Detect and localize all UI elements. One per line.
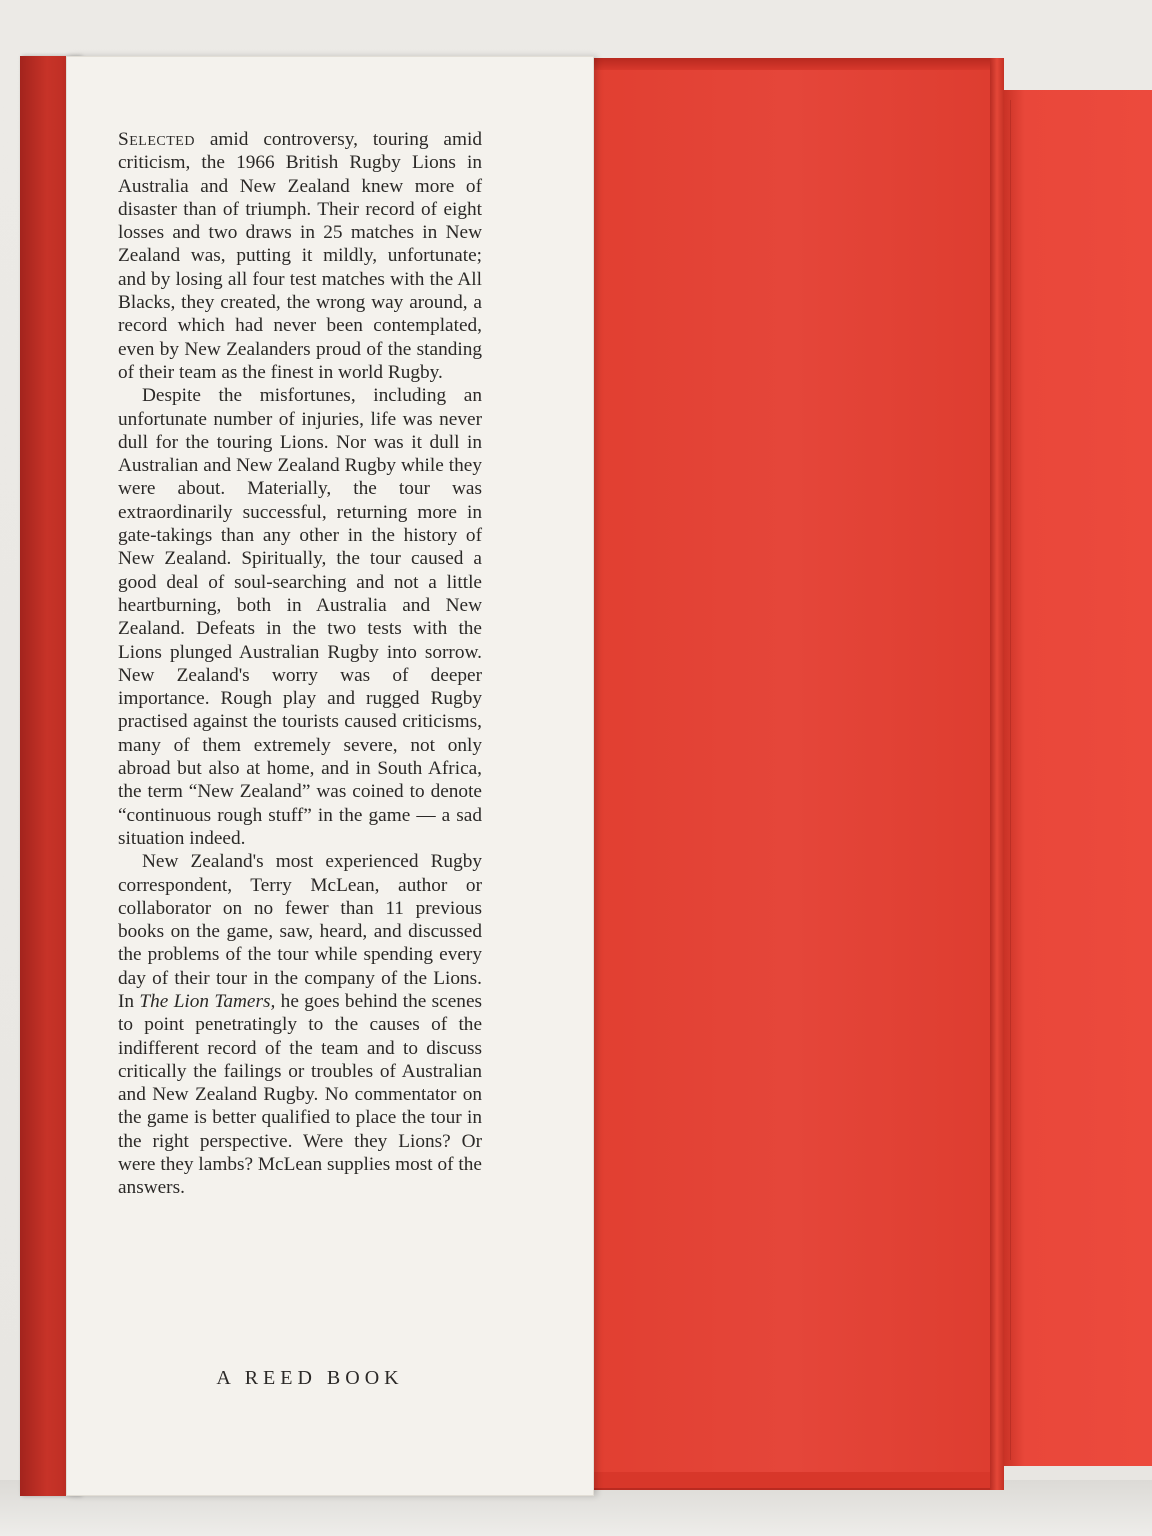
endpaper-fold: [1010, 100, 1152, 1460]
blurb-paragraph-3: New Zealand's most experienced Rugby correspondent, Terry McLean, author or collaborator on no fewer than 11 previous books on the game, saw, heard, and discussed the problems of the tour while spending every day of their tour in the company of the Lions. In The Lion Tamers, he goes behind the scenes to point penetratingly to the causes of the indifferent record of the team and to discuss critically the failings or troubles of Australian and New Zealand Rugby. No commentator on the game is better qualified to place the tour in the right perspective. Were they Lions? Or were they lambs? McLean supplies most of the answers.: [118, 851, 483, 1199]
blurb-text: [118, 128, 482, 1200]
red-endpaper: [588, 70, 990, 1472]
board-top-edge: [585, 58, 995, 70]
blurb-lead-word: Selected: [118, 129, 195, 150]
blurb-paragraph-2: Despite the misfortunes, including an unfortunate number of injuries, life was never dull for the touring Lions. Nor was it dull in Australian and New Zealand Rugby while they were about. Materially, the tour was extraordinarily successful, returning more in gate-takings than any other in the history of New Zealand. Spiritually, the tour caused a good deal of soul-searching and not a little heartburning, both in Australia and New Zealand. Defeats in the two tests with the Lions plunged Australian Rugby into sorrow. New Zealand's worry was of deeper importance. Rough play and rugged Rugby practised against the tourists caused criticisms, many of them extremely severe, not only abroad but also at home, and in South Africa, the term “New Zealand” was coined to denote “continuous rough stuff” in the game — a sad situation indeed.: [118, 385, 482, 849]
blurb-paragraph-1: Selected amid controversy, touring amid criticism, the 1966 British Rugby Lions in Australia and New Zealand knew more of disaster than of triumph. Their record of eight losses and two draws in 25 matches in New Zealand was, putting it mildly, unfortunate; and by losing all four test matches with the All Blacks, they created, the wrong way around, a record which had never been contemplated, even by New Zealanders proud of the standing of their team as the finest in world Rugby.: [118, 129, 482, 383]
book-title: The Lion Tamers,: [139, 990, 276, 1012]
book-hinge: [990, 58, 1004, 1490]
publisher-imprint: A REED BOOK: [216, 1367, 404, 1389]
